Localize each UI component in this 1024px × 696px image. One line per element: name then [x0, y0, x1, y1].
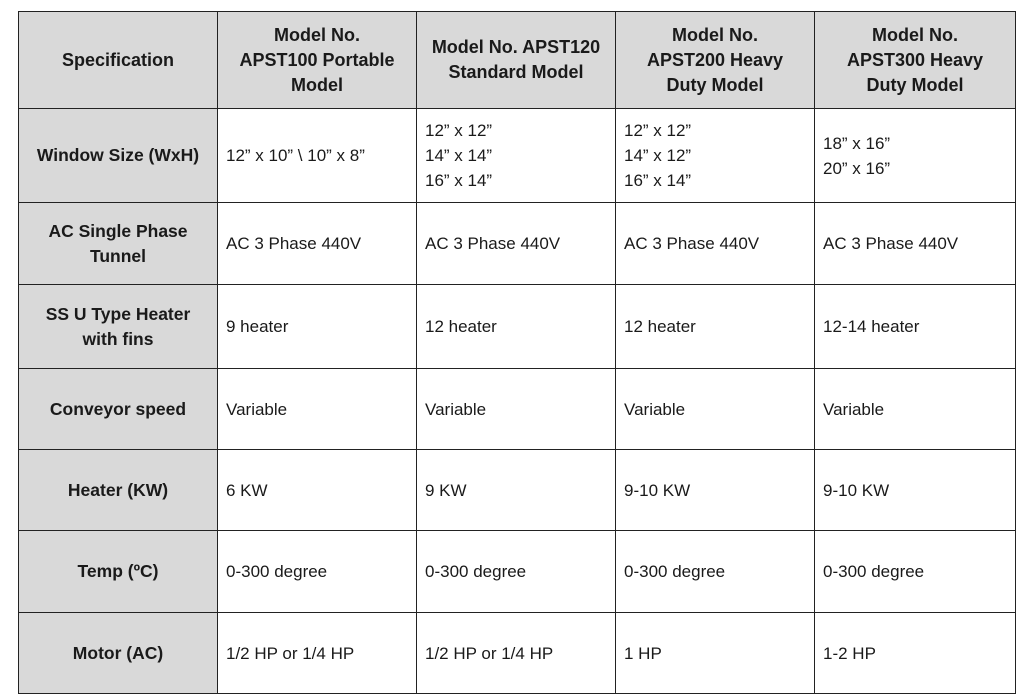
cell-line: 12” x 10” \ 10” x 8”	[226, 146, 365, 165]
table-cell	[218, 203, 417, 285]
cell-line: 9 KW	[425, 480, 467, 500]
cell-line: AC 3 Phase 440V	[624, 234, 760, 253]
table-cell	[616, 531, 815, 613]
table-cell	[815, 450, 1016, 531]
table-row-window-size	[19, 109, 1016, 203]
header-line: Model No. APST120	[431, 37, 601, 57]
cell-line: Variable	[823, 399, 885, 419]
table-cell	[218, 109, 417, 203]
row-label-line: Motor (AC)	[72, 642, 164, 663]
header-line: Specification	[61, 49, 175, 70]
header-row	[19, 12, 1016, 109]
cell-line: 12” x 12”	[425, 121, 493, 140]
table-cell	[218, 531, 417, 613]
table-cell	[815, 531, 1016, 613]
table-cell	[417, 285, 616, 369]
row-label-line: SS U Type Heater	[45, 303, 191, 324]
row-label	[19, 531, 218, 613]
header-line: Standard Model	[448, 62, 584, 82]
table-cell	[417, 613, 616, 694]
cell-line: 20” x 16”	[823, 158, 891, 178]
row-label-line: Temp (ºC)	[77, 561, 159, 581]
table-cell	[417, 203, 616, 285]
table-row-temp	[19, 531, 1016, 613]
table-cell	[417, 369, 616, 450]
table-cell	[616, 285, 815, 369]
table-cell	[417, 109, 616, 203]
header-line: Model	[291, 74, 343, 95]
header-line: Model No.	[872, 24, 958, 45]
cell-line: 12” x 12”	[624, 121, 692, 140]
header-cell-apst120	[417, 12, 616, 109]
header-cell-apst200	[616, 12, 815, 109]
cell-line: 16” x 14”	[624, 171, 692, 190]
specification-table	[18, 11, 1016, 694]
row-label	[19, 613, 218, 694]
header-line: Model No.	[672, 24, 758, 45]
cell-line: 0-300 degree	[226, 562, 328, 581]
table-cell	[815, 613, 1016, 694]
table-cell	[218, 285, 417, 369]
header-line: Duty Model	[666, 74, 764, 95]
cell-line: 12 heater	[624, 317, 696, 336]
header-line: APST300 Heavy	[846, 49, 984, 70]
row-label-line: Tunnel	[89, 245, 147, 266]
cell-line: AC 3 Phase 440V	[425, 234, 561, 253]
header-line: APST100 Portable	[239, 49, 395, 70]
table-cell	[815, 369, 1016, 450]
table-cell	[218, 450, 417, 531]
header-line: Model No.	[274, 24, 360, 45]
row-label	[19, 203, 218, 285]
cell-line: 1-2 HP	[823, 643, 876, 663]
table-cell	[616, 613, 815, 694]
cell-line: 0-300 degree	[823, 562, 925, 581]
row-label-line: with fins	[82, 328, 154, 349]
cell-line: AC 3 Phase 440V	[226, 234, 362, 253]
cell-line: 14” x 14”	[425, 146, 493, 165]
row-label-line: Conveyor speed	[49, 398, 187, 419]
table-cell	[616, 369, 815, 450]
table-row-ss-u-type-heater	[19, 285, 1016, 369]
header-line: Duty Model	[866, 74, 964, 95]
row-label-line: AC Single Phase	[48, 220, 188, 241]
cell-line: 18” x 16”	[823, 133, 891, 153]
table-cell	[616, 203, 815, 285]
row-label-line: Heater (KW)	[67, 479, 169, 500]
row-label	[19, 450, 218, 531]
cell-line: 14” x 12”	[624, 146, 692, 165]
cell-line: 9-10 KW	[624, 480, 691, 500]
table-row-conveyor-speed	[19, 369, 1016, 450]
cell-line: Variable	[425, 399, 487, 419]
cell-line: 9-10 KW	[823, 480, 890, 500]
cell-line: 12 heater	[425, 317, 497, 336]
header-line: APST200 Heavy	[646, 49, 784, 70]
cell-line: 12-14 heater	[823, 317, 920, 336]
table-cell	[616, 450, 815, 531]
cell-line: 0-300 degree	[425, 562, 527, 581]
cell-line: AC 3 Phase 440V	[823, 234, 959, 253]
header-cell-apst100	[218, 12, 417, 109]
header-cell-specification	[19, 12, 218, 109]
row-label	[19, 109, 218, 203]
table-cell	[218, 613, 417, 694]
table-cell	[815, 109, 1016, 203]
cell-line: Variable	[226, 399, 288, 419]
cell-line: 9 heater	[226, 317, 289, 336]
header-cell-apst300	[815, 12, 1016, 109]
cell-line: 6 KW	[226, 480, 268, 500]
table-cell	[616, 109, 815, 203]
row-label-line: Window Size (WxH)	[36, 145, 200, 165]
cell-line: 1 HP	[624, 643, 662, 663]
cell-line: 16” x 14”	[425, 171, 493, 190]
table-row-heater-kw	[19, 450, 1016, 531]
row-label	[19, 285, 218, 369]
table-cell	[218, 369, 417, 450]
table-row-ac-single-phase	[19, 203, 1016, 285]
row-label	[19, 369, 218, 450]
cell-line: 1/2 HP or 1/4 HP	[226, 643, 355, 663]
table-cell	[815, 285, 1016, 369]
table-cell	[417, 531, 616, 613]
table-cell	[815, 203, 1016, 285]
cell-line: Variable	[624, 399, 686, 419]
cell-line: 0-300 degree	[624, 562, 726, 581]
cell-line: 1/2 HP or 1/4 HP	[425, 643, 554, 663]
table-row-motor	[19, 613, 1016, 694]
table-cell	[417, 450, 616, 531]
